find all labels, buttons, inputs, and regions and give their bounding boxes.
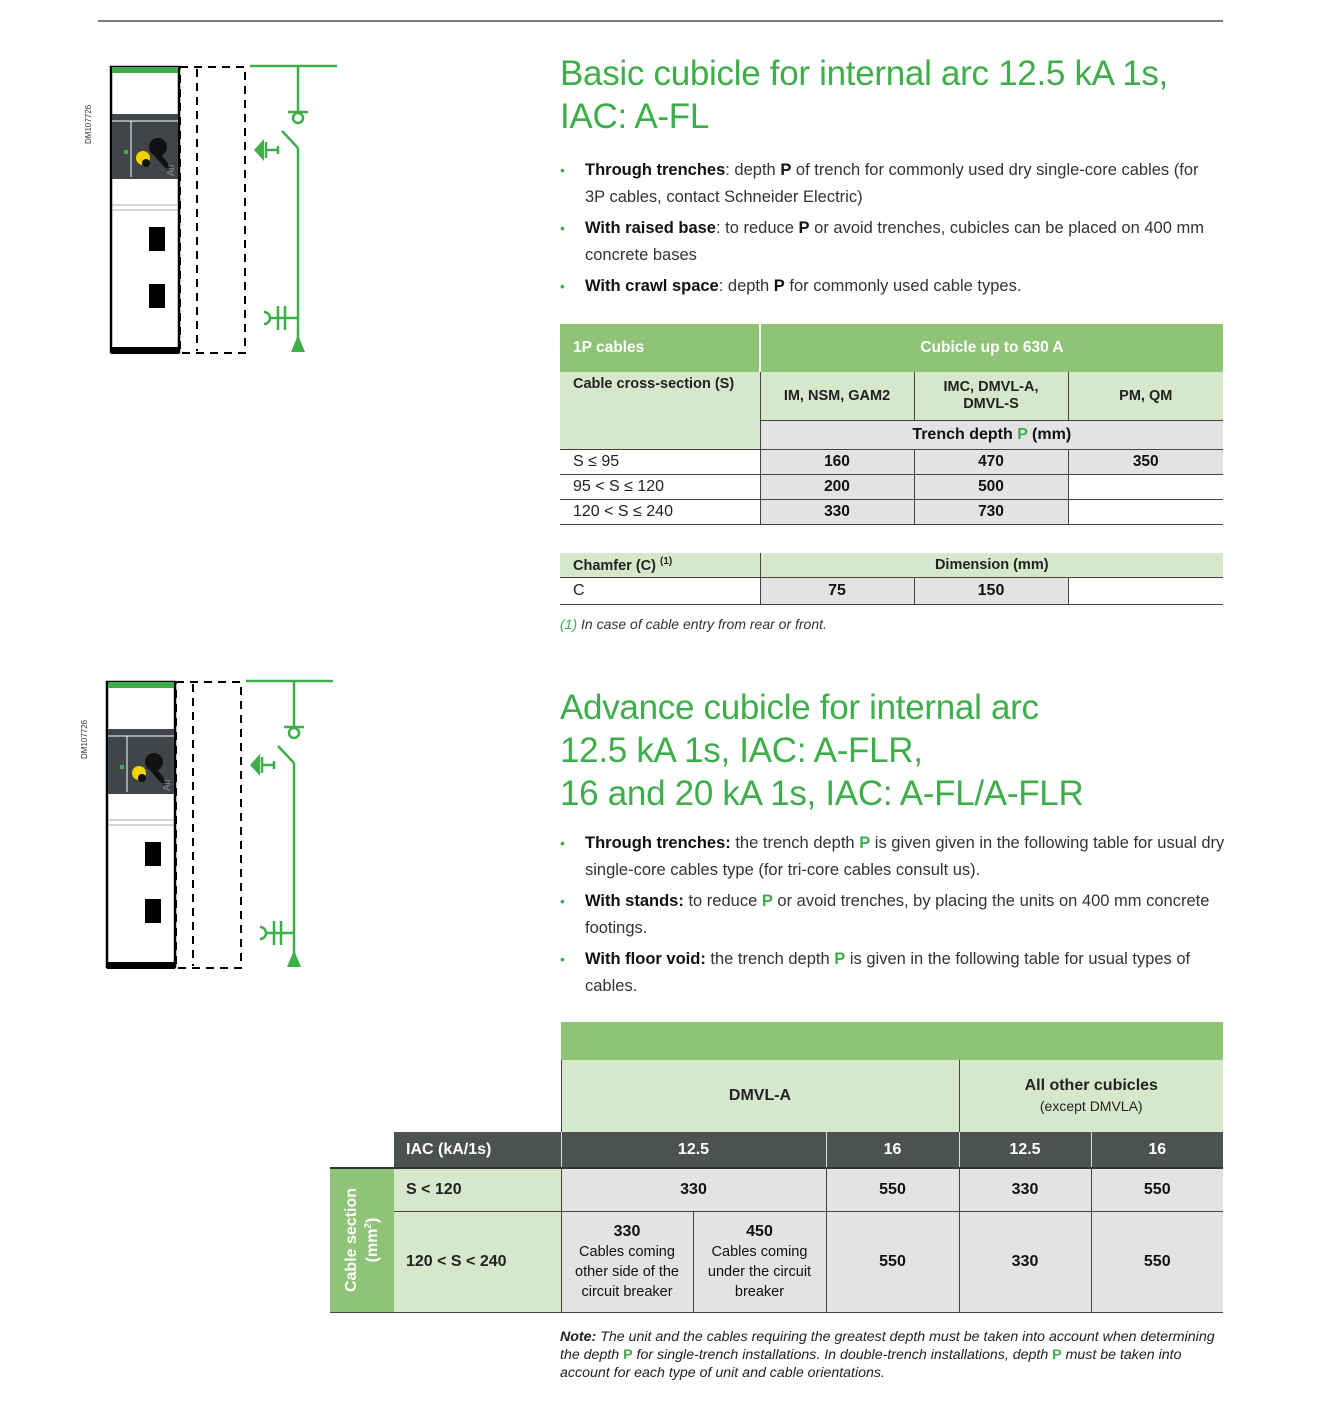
table-row — [560, 577, 1223, 604]
group-dmvl-a: DMVL-A — [561, 1060, 959, 1132]
bullet-text: to reduce — [683, 892, 762, 910]
table-row — [330, 1168, 1223, 1211]
cell-description: Cables coming under the circuit breaker — [707, 1243, 812, 1300]
cell-value: 150 — [914, 577, 1068, 604]
bullet-item — [560, 215, 1210, 269]
table-row — [330, 1211, 1223, 1312]
cubicle-schematic-icon — [60, 50, 360, 370]
row-label: S < 120 — [394, 1168, 561, 1211]
note-text: must be taken into account for each type of unit and cable orientations. — [560, 1347, 1182, 1381]
p-symbol: P — [761, 892, 773, 910]
cell-value: 200 — [760, 474, 914, 499]
blank-corner — [330, 1060, 561, 1132]
header-band — [561, 1022, 1223, 1060]
note — [560, 1328, 1220, 1382]
section2-title-line: Advance cubicle for internal arc — [560, 688, 1039, 727]
cell-value: 550 — [826, 1168, 959, 1211]
iac-value: 16 — [1091, 1132, 1223, 1168]
bullet-lead: With crawl space — [585, 277, 719, 295]
dimension-header: Dimension (mm) — [760, 553, 1223, 577]
bullet-text: is given given in the following table for usual dry single-core cables type (for tri-core cables consult us). — [585, 834, 1225, 879]
p-symbol: P — [623, 1347, 633, 1363]
cell-value: 330 — [959, 1211, 1091, 1312]
cubicle-diagram — [60, 50, 360, 370]
p-symbol: P — [780, 161, 792, 179]
split-cell — [693, 1211, 826, 1312]
cell-value: 500 — [914, 474, 1068, 499]
chamfer-table — [560, 553, 1223, 605]
iac-label: IAC (kA/1s) — [394, 1132, 561, 1168]
group-all-other — [959, 1060, 1223, 1132]
figure-code: DM107726 — [80, 719, 89, 759]
iac-value: 12.5 — [959, 1132, 1091, 1168]
col-header: IM, NSM, GAM2 — [760, 372, 914, 420]
unit-text: Trench depth — [912, 425, 1018, 443]
split-cell — [561, 1211, 693, 1312]
p-symbol: P — [834, 950, 846, 968]
cell-value: 550 — [826, 1211, 959, 1312]
header-1p-cables: 1P cables — [560, 324, 760, 372]
bullet-text: : depth — [718, 277, 774, 295]
advance-depth-table — [330, 1022, 1223, 1313]
section2-bullets — [560, 830, 1225, 1004]
cell-value: 330 — [613, 1222, 641, 1240]
bullet-text: for commonly used cable types. — [784, 277, 1022, 295]
p-symbol: P — [859, 834, 871, 852]
side-label: Cable section — [342, 1188, 360, 1293]
bullet-text: or avoid trenches, by placing the units on 400 mm concrete footings. — [585, 892, 1210, 937]
bullet-text: : to reduce — [715, 219, 799, 237]
iac-value: 12.5 — [561, 1132, 826, 1168]
side-unit: ) — [364, 1217, 382, 1224]
cell-value: 330 — [760, 499, 914, 524]
p-symbol: P — [773, 277, 785, 295]
footnote — [560, 616, 827, 632]
note-text: The unit and the cables requiring the greatest depth must be taken into account when determining the depth — [560, 1329, 1215, 1363]
bullet-text: : depth — [725, 161, 781, 179]
cell-value: 160 — [760, 449, 914, 474]
cell-value: 330 — [561, 1168, 826, 1211]
group-title: All other cubicles — [1024, 1076, 1158, 1094]
bullet-lead: With stands: — [585, 892, 684, 910]
cell-description: Cables coming other side of the circuit breaker — [575, 1243, 679, 1300]
cell-value: 350 — [1068, 449, 1223, 474]
table-row — [560, 499, 1223, 524]
table-row — [560, 449, 1223, 474]
bullet-item — [560, 273, 1210, 300]
section2-title-line: 16 and 20 kA 1s, IAC: A-FL/A-FLR — [560, 774, 1084, 813]
blank-corner — [330, 1022, 561, 1060]
section1-title — [560, 52, 1168, 138]
row-label: C — [560, 577, 760, 604]
cell-value: 550 — [1091, 1168, 1223, 1211]
note-label: Note: — [560, 1329, 597, 1345]
section1-title-line2: IAC: A-FL — [560, 97, 710, 136]
unit-text: (mm) — [1027, 425, 1072, 443]
iac-value: 16 — [826, 1132, 959, 1168]
cell-value: 75 — [760, 577, 914, 604]
group-subtitle: (except DMVLA) — [1039, 1097, 1143, 1114]
bullet-text: the trench depth — [730, 834, 860, 852]
cell-value — [1068, 474, 1223, 499]
table-row — [560, 474, 1223, 499]
bullet-text: the trench depth — [705, 950, 835, 968]
bullet-item — [560, 830, 1225, 884]
top-rule — [98, 20, 1223, 22]
row-label: 95 < S ≤ 120 — [560, 474, 760, 499]
bullet-lead: Through trenches: — [585, 834, 731, 852]
cell-value — [1068, 499, 1223, 524]
col-header: IMC, DMVL-A, DMVL-S — [914, 372, 1068, 420]
unit-header — [760, 420, 1223, 449]
row-label: 120 < S < 240 — [394, 1211, 561, 1312]
row-label: S ≤ 95 — [560, 449, 760, 474]
section1-title-line1: Basic cubicle for internal arc 12.5 kA 1s, — [560, 54, 1168, 93]
footnote-number: (1) — [560, 616, 578, 632]
side-unit: (mm — [364, 1228, 382, 1263]
blank-corner — [330, 1132, 394, 1168]
header-cubicle: Cubicle up to 630 A — [760, 324, 1223, 372]
chamfer-header — [560, 553, 760, 577]
footnote-text: In case of cable entry from rear or front. — [577, 616, 827, 632]
bullet-item — [560, 157, 1210, 211]
cell-value: 550 — [1091, 1211, 1223, 1312]
note-text: for single-trench installations. In double-trench installations, depth — [632, 1347, 1053, 1363]
bullet-text: is given in the following table for usual types of cables. — [585, 950, 1191, 995]
cubicle-diagram — [56, 665, 356, 985]
col-header: PM, QM — [1068, 372, 1223, 420]
p-symbol: P — [1017, 425, 1028, 443]
p-symbol: P — [798, 219, 810, 237]
cell-value: 730 — [914, 499, 1068, 524]
side-sup: 2 — [362, 1223, 374, 1229]
cell-value: 330 — [959, 1168, 1091, 1211]
bullet-lead: Through trenches — [585, 161, 726, 179]
bullet-lead: With floor void: — [585, 950, 706, 968]
section1-bullets — [560, 157, 1210, 304]
cable-section-label — [330, 1168, 394, 1312]
section2-title-line: 12.5 kA 1s, IAC: A-FLR, — [560, 731, 923, 770]
section2-title — [560, 686, 1083, 815]
bullet-item — [560, 888, 1225, 942]
air-label: Air — [162, 778, 173, 791]
chamfer-label: Chamfer (C) — [573, 557, 661, 574]
row-label: 120 < S ≤ 240 — [560, 499, 760, 524]
p-symbol: P — [1052, 1347, 1062, 1363]
bullet-lead: With raised base — [585, 219, 716, 237]
cell-value: 450 — [746, 1222, 773, 1240]
trench-depth-table — [560, 324, 1223, 525]
figure-code: DM107726 — [84, 104, 93, 144]
cell-value: 470 — [914, 449, 1068, 474]
cell-value — [1068, 577, 1223, 604]
bullet-text: of trench for commonly used dry single-core cables (for 3P cables, contact Schneider Electric) — [585, 161, 1199, 206]
cubicle-schematic-icon — [56, 665, 356, 985]
header-cross-section: Cable cross-section (S) — [560, 372, 760, 449]
air-label: Air — [166, 163, 177, 176]
bullet-item — [560, 946, 1225, 1000]
footnote-ref: (1) — [660, 555, 673, 567]
bullet-text: or avoid trenches, cubicles can be placed on 400 mm concrete bases — [585, 219, 1204, 264]
